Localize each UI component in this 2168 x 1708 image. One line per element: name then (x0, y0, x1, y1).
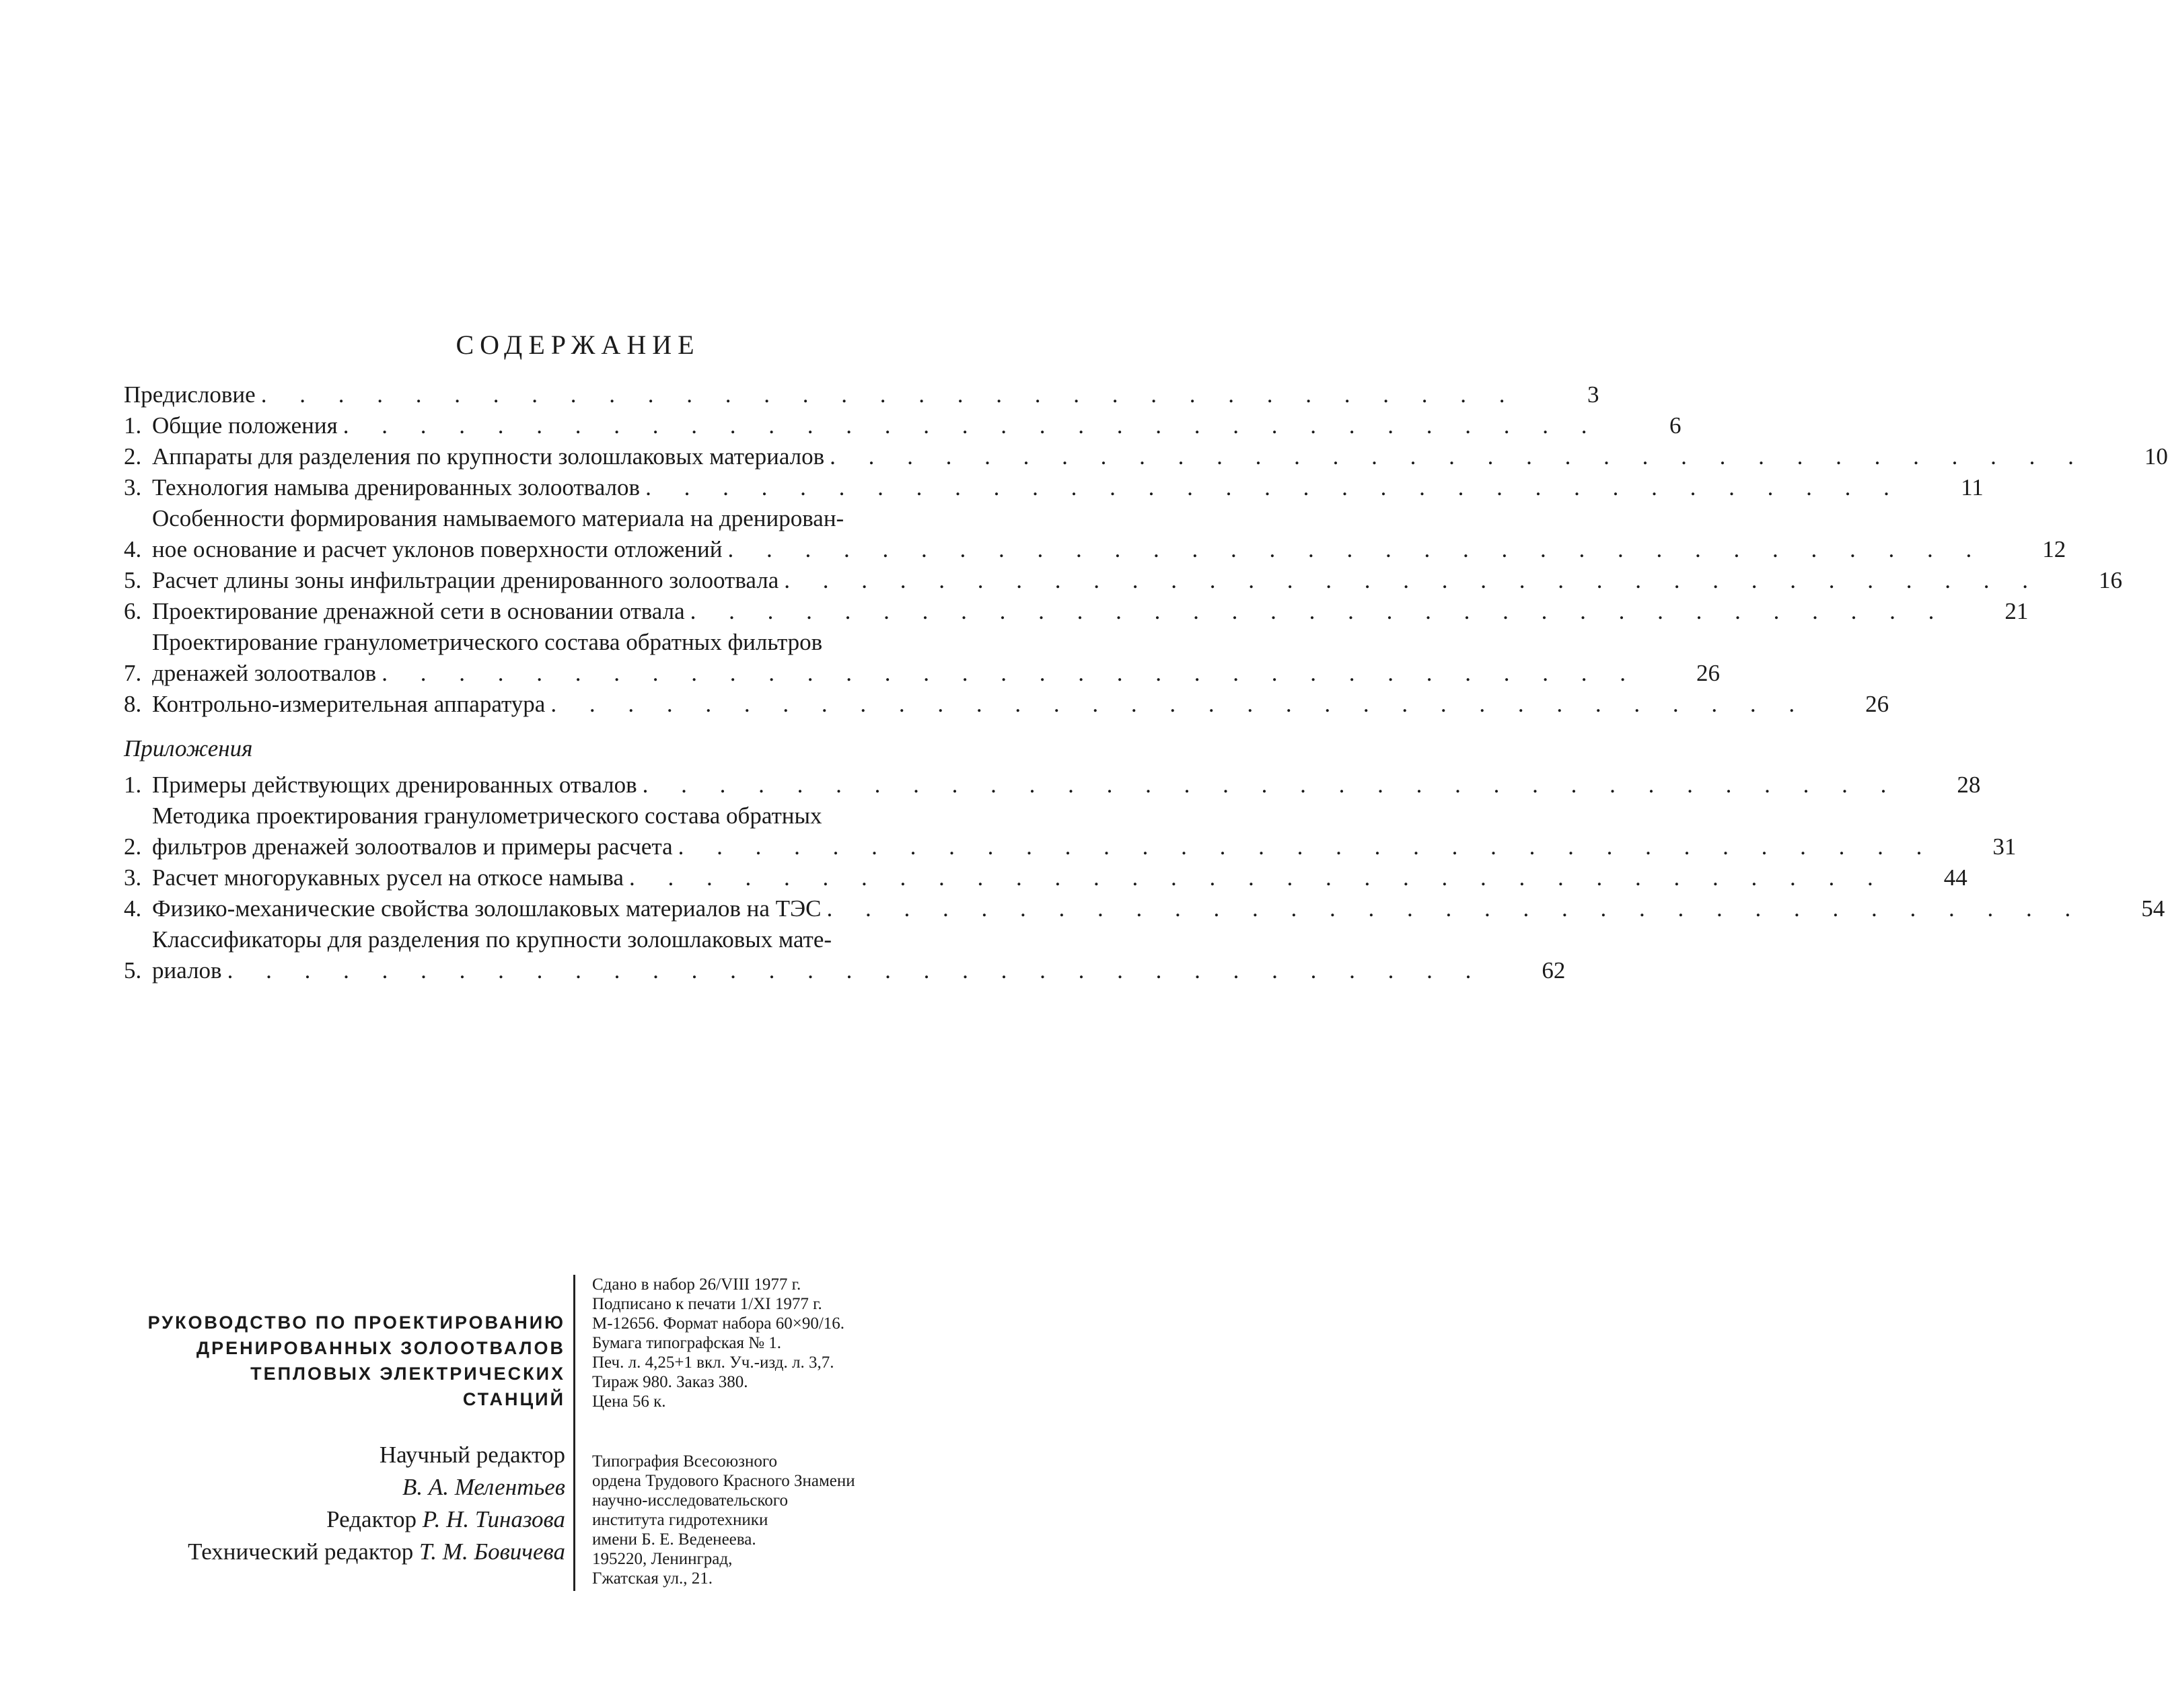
toc-entry (124, 441, 2168, 472)
printer-line: ордена Трудового Красного Знамени (592, 1472, 855, 1490)
toc-entry-number: 6. (124, 598, 142, 624)
toc-entry-text: дренажей золоотвалов (152, 660, 377, 686)
imprint-block (121, 1275, 1050, 1598)
toc-leader-dots: . . . . . . . . . . . . . . . . . . . . . . . . . . . . . . . . . (260, 381, 1519, 408)
toc-entry (124, 379, 1599, 410)
book-title-line: ТЕПЛОВЫХ ЭЛЕКТРИЧЕСКИХ (250, 1364, 565, 1384)
toc-page-number: 6 (1669, 412, 1682, 439)
print-info-line: Подписано к печати 1/XI 1977 г. (592, 1295, 822, 1313)
imprint-right (592, 1275, 1050, 1588)
toc-leader-dots: . . . . . . . . . . . . . . . . . . . . . . . . . . . . . . . . . (678, 833, 1936, 860)
book-title (121, 1310, 565, 1412)
toc-entry (124, 503, 2066, 565)
toc-entry (124, 565, 2123, 596)
toc-entry-number: 5. (124, 567, 142, 593)
toc-entry-number: 7. (124, 660, 142, 686)
toc-entry-number: 2. (124, 833, 142, 860)
toc-entry-number: 1. (124, 412, 142, 439)
imprint-left (121, 1275, 565, 1568)
toc-page-number: 26 (1696, 660, 1720, 686)
toc-entry-number: 5. (124, 957, 142, 983)
toc-appendix-list (124, 770, 2165, 986)
toc-entry (124, 596, 2029, 627)
toc-entry-text: Расчет многорукавных русел на откосе намыва (152, 864, 624, 891)
toc-leader-dots: . . . . . . . . . . . . . . . . . . . . . . . . . . . . . . . . . (830, 443, 2087, 470)
toc-entry-text: Классификаторы для разделения по крупности золошлаковых мате- (152, 926, 832, 953)
toc-entry-number: 1. (124, 772, 142, 798)
toc-page-number: 44 (1943, 864, 1967, 891)
toc-entry-text: Технология намыва дренированных золоотвалов (152, 474, 641, 500)
toc-leader-dots: . . . . . . . . . . . . . . . . . . . . . . . . . . . . . . . . . (727, 536, 1986, 562)
toc-leader-dots: . . . . . . . . . . . . . . . . . . . . . . . . . . . . . . . . . (690, 598, 1948, 624)
toc-entry-text: Физико-механические свойства золошлаковых материалов на ТЭС (152, 895, 822, 922)
toc-entry-number: 3. (124, 474, 142, 500)
toc-entry-text: риалов (152, 957, 222, 983)
credits (121, 1439, 565, 1568)
toc-entry-text: ное основание и расчет уклонов поверхности отложений (152, 536, 723, 562)
toc-leader-dots: . . . . . . . . . . . . . . . . . . . . . . . . . . . . . . . . . (826, 895, 2085, 922)
printer-line: 195220, Ленинград, (592, 1550, 733, 1568)
toc-entry-text: Проектирование гранулометрического состава обратных фильтров (152, 629, 823, 655)
toc-entry-number: 8. (124, 691, 142, 717)
toc-entry-text: Методика проектирования гранулометрического состава обратных (152, 803, 822, 829)
print-info-line: Тираж 980. Заказ 380. (592, 1373, 748, 1391)
printer-line: института гидротехники (592, 1511, 768, 1529)
toc-entry-text: Особенности формирования намываемого материала на дренирован- (152, 505, 844, 531)
toc-entry-number: 4. (124, 536, 142, 562)
toc-leader-dots: . . . . . . . . . . . . . . . . . . . . . . . . . . . . . . . . . (642, 772, 1900, 798)
toc-entry-text: фильтров дренажей золоотвалов и примеры расчета (152, 833, 673, 860)
toc-entry-number: 4. (124, 895, 142, 922)
toc-page-number: 31 (1992, 833, 2017, 860)
toc-page-number: 10 (2144, 443, 2168, 470)
toc-entry (124, 689, 1889, 720)
toc-entry-text: Примеры действующих дренированных отвалов (152, 772, 637, 798)
toc-page-number: 3 (1587, 381, 1599, 408)
credit-scientific-editor-name: В. А. Мелентьев (402, 1474, 565, 1500)
vertical-divider (573, 1275, 575, 1591)
toc-page-number: 28 (1957, 772, 1981, 798)
table-of-contents (124, 330, 2168, 986)
printer-line: Типография Всесоюзного (592, 1452, 778, 1471)
toc-leader-dots: . . . . . . . . . . . . . . . . . . . . . . . . . . . . . . . . . (628, 864, 1887, 891)
book-title-line: ДРЕНИРОВАННЫХ ЗОЛООТВАЛОВ (196, 1338, 565, 1358)
toc-leader-dots: . . . . . . . . . . . . . . . . . . . . . . . . . . . . . . . . . (382, 660, 1639, 686)
toc-leader-dots: . . . . . . . . . . . . . . . . . . . . . . . . . . . . . . . . . (227, 957, 1485, 983)
toc-entry (124, 770, 1981, 801)
printer-info (592, 1452, 1050, 1588)
toc-entry-number: 2. (124, 443, 142, 470)
credit-technical-editor: Технический редактор Т. М. Бовичева (188, 1538, 565, 1565)
toc-entry-text: Общие положения (152, 412, 338, 439)
printer-line: научно-исследовательского (592, 1491, 788, 1510)
toc-entry (124, 924, 1566, 986)
toc-entry-text: Проектирование дренажной сети в основании отвала (152, 598, 685, 624)
book-title-line: РУКОВОДСТВО ПО ПРОЕКТИРОВАНИЮ (147, 1312, 565, 1333)
print-info-line: М-12656. Формат набора 60×90/16. (592, 1314, 845, 1333)
toc-leader-dots: . . . . . . . . . . . . . . . . . . . . . . . . . . . . . . . . . (342, 412, 1601, 439)
toc-entry (124, 627, 1720, 689)
toc-entry (124, 801, 2017, 862)
toc-entry (124, 410, 1682, 441)
print-info-line: Сдано в набор 26/VIII 1977 г. (592, 1275, 801, 1294)
toc-page-number: 16 (2099, 567, 2123, 593)
toc-leader-dots: . . . . . . . . . . . . . . . . . . . . . . . . . . . . . . . . . (784, 567, 2042, 593)
toc-leader-dots: . . . . . . . . . . . . . . . . . . . . . . . . . . . . . . . . . (550, 691, 1809, 717)
toc-page-number: 62 (1542, 957, 1566, 983)
toc-entry (124, 472, 1984, 503)
toc-page-number: 21 (2004, 598, 2029, 624)
toc-entry-text: Расчет длины зоны инфильтрации дренированного золоотвала (152, 567, 779, 593)
appendix-heading: Приложения (124, 735, 253, 762)
toc-title: СОДЕРЖАНИЕ (456, 330, 700, 360)
printer-line: Гжатская ул., 21. (592, 1569, 713, 1588)
print-info-line: Бумага типографская № 1. (592, 1334, 782, 1352)
printer-line: имени Б. Е. Веденеева. (592, 1530, 756, 1549)
toc-page-number: 54 (2141, 895, 2165, 922)
toc-entry (124, 862, 1967, 893)
credit-scientific-editor: Научный редактор (379, 1442, 565, 1468)
toc-entry-number: 3. (124, 864, 142, 891)
toc-page-number: 12 (2042, 536, 2066, 562)
credit-editor: Редактор Р. Н. Тиназова (326, 1506, 565, 1532)
book-title-line: СТАНЦИЙ (462, 1389, 565, 1409)
toc-main-list (124, 379, 2168, 720)
toc-page-number: 26 (1865, 691, 1889, 717)
toc-entry-text: Контрольно-измерительная аппаратура (152, 691, 546, 717)
print-info-line: Цена 56 к. (592, 1393, 666, 1411)
print-info (592, 1275, 1050, 1411)
toc-page-number: 11 (1961, 474, 1984, 500)
toc-leader-dots: . . . . . . . . . . . . . . . . . . . . . . . . . . . . . . . . . (645, 474, 1903, 500)
toc-entry-text: Аппараты для разделения по крупности золошлаковых материалов (152, 443, 825, 470)
toc-entry-text: Предисловие (124, 381, 256, 408)
toc-entry (124, 893, 2165, 924)
print-info-line: Печ. л. 4,25+1 вкл. Уч.-изд. л. 3,7. (592, 1353, 834, 1372)
